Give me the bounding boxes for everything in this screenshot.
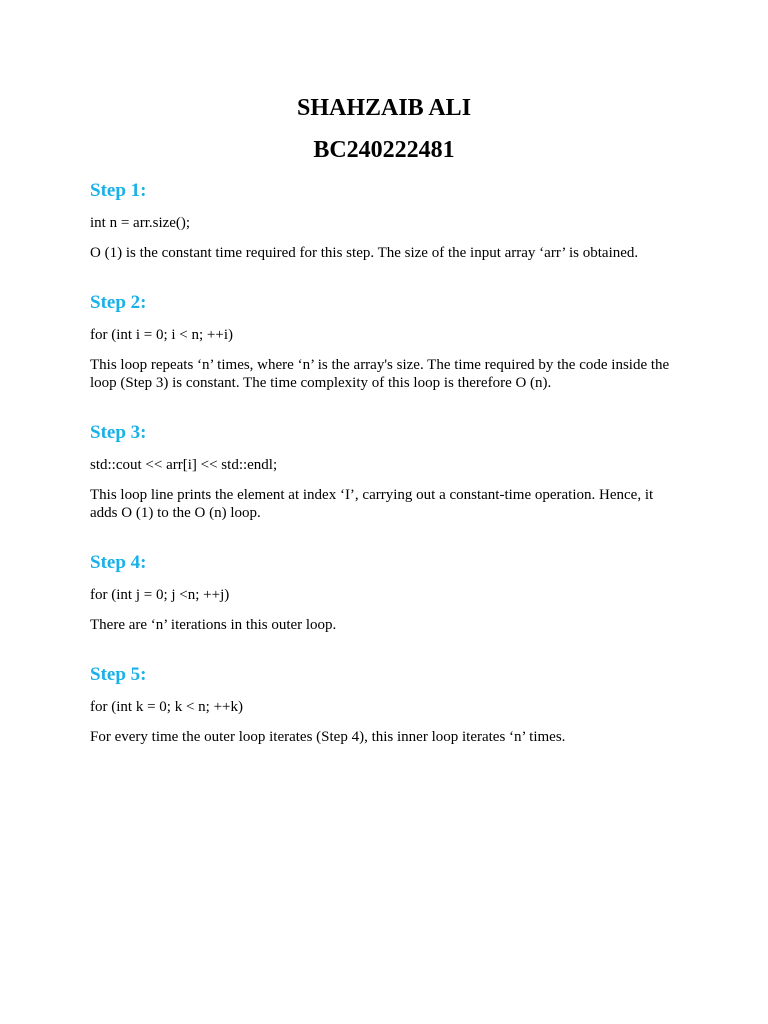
step-2-code: for (int i = 0; i < n; ++i) — [90, 327, 233, 343]
step-4-explanation: There are ‘n’ iterations in this outer loop. — [90, 617, 337, 633]
step-1-explanation: O (1) is the constant time required for this step. The size of the input array ‘arr’ is obtained. — [90, 245, 639, 261]
step-4-heading: Step 4: — [90, 552, 147, 573]
step-5-code: for (int k = 0; k < n; ++k) — [90, 699, 243, 715]
step-3-heading: Step 3: — [90, 422, 147, 443]
step-4-section — [90, 552, 678, 634]
step-2-section — [90, 292, 678, 392]
step-1-code: int n = arr.size(); — [90, 215, 191, 231]
step-5-explanation: For every time the outer loop iterates (Step 4), this inner loop iterates ‘n’ times. — [90, 729, 566, 745]
author-name: SHAHZAIB ALI — [296, 95, 472, 121]
student-id: BC240222481 — [313, 137, 455, 163]
step-2-explanation: This loop repeats ‘n’ times, where ‘n’ is the array's size. The time required by the code inside the loop (Step 3) is constant. The time complexity of this loop is therefore O (n). — [90, 357, 670, 391]
step-2-heading: Step 2: — [90, 292, 147, 313]
step-3-code: std::cout << arr[i] << std::endl; — [90, 457, 278, 473]
step-5-section — [90, 664, 678, 746]
step-3-explanation: This loop line prints the element at index ‘I’, carrying out a constant-time operation. Hence, it adds O (1) to the O (n) loop. — [90, 487, 654, 521]
step-1-section — [90, 180, 678, 262]
step-4-code: for (int j = 0; j <n; ++j) — [90, 587, 230, 603]
step-3-section — [90, 422, 678, 522]
step-1-heading: Step 1: — [90, 180, 147, 201]
step-5-heading: Step 5: — [90, 664, 147, 685]
